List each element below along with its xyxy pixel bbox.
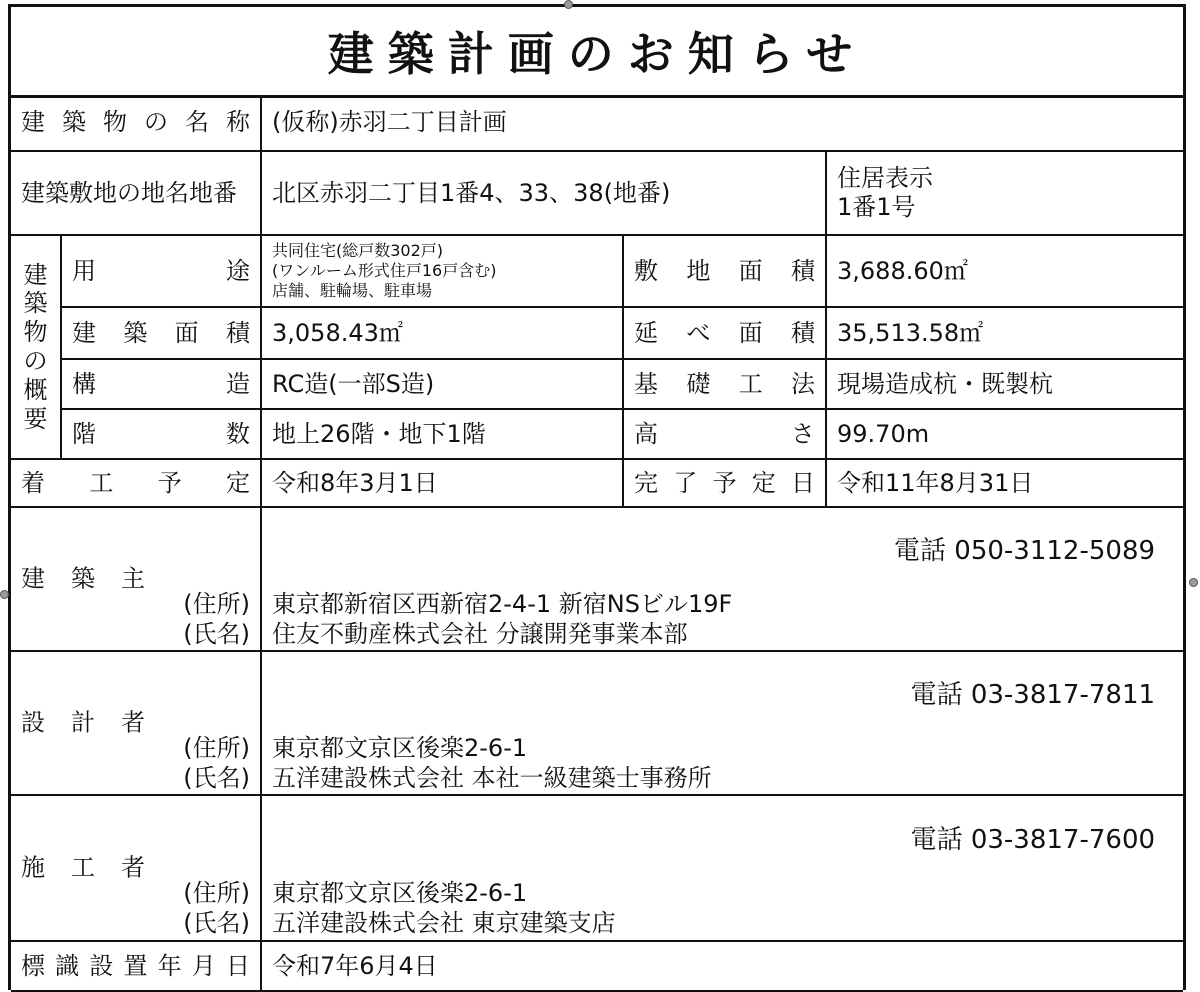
contractor-name-label: (氏名)	[183, 909, 250, 937]
structure-label: 構 造	[61, 359, 261, 409]
sign-date-label: 標 識 設 置 年 月 日	[11, 941, 261, 991]
row-contractor	[11, 795, 1183, 941]
row-owner	[11, 507, 1183, 651]
foundation-label: 基 礎 工 法	[623, 359, 826, 409]
owner-address-label: (住所)	[183, 590, 250, 618]
contractor-phone: 電話 03-3817-7600	[910, 824, 1156, 855]
height-label: 高 さ	[623, 409, 826, 459]
start-label: 着 工 予 定	[11, 459, 261, 507]
site-area-value: 3,688.60㎡	[826, 235, 1183, 307]
designer-name-label: (氏名)	[183, 764, 250, 792]
address-cell	[826, 151, 1183, 235]
total-floor-area-value: 35,513.58㎡	[826, 307, 1183, 359]
contractor-label-cell: 施 工 者 (住所) (氏名)	[11, 795, 261, 941]
owner-name-label: (氏名)	[183, 620, 250, 648]
sign-date-value: 令和7年6月4日	[261, 941, 1183, 991]
designer-address: 東京都文京区後楽2-6-1	[272, 734, 528, 762]
owner-phone: 電話 050-3112-5089	[894, 535, 1156, 566]
contractor-company: 五洋建設株式会社 東京建築支店	[272, 909, 616, 937]
site-area-label: 敷 地 面 積	[623, 235, 826, 307]
row-schedule	[11, 459, 1183, 507]
foundation-value: 現場造成杭・既製杭	[826, 359, 1183, 409]
rivet-right	[1189, 578, 1198, 587]
notice-board	[8, 4, 1186, 990]
row-floors	[11, 409, 1183, 459]
start-value: 令和8年3月1日	[261, 459, 623, 507]
address-label: 住居表示	[837, 164, 933, 193]
use-value: 共同住宅(総戸数302戸) (ワンルーム形式住戸16戸含む) 店舗、駐輪場、駐車場	[261, 235, 623, 307]
floors-label: 階 数	[61, 409, 261, 459]
notice-table	[11, 95, 1183, 992]
owner-label-cell: 建 築 主 (住所) (氏名)	[11, 507, 261, 651]
contractor-value-cell	[261, 795, 1183, 941]
designer-phone: 電話 03-3817-7811	[910, 679, 1156, 710]
rivet-left	[0, 590, 9, 599]
site-label: 建築敷地の地名地番	[11, 151, 261, 235]
designer-value-cell	[261, 651, 1183, 795]
building-name-value: (仮称)赤羽二丁目計画	[261, 95, 1183, 151]
building-area-value: 3,058.43㎡	[261, 307, 623, 359]
designer-company: 五洋建設株式会社 本社一級建築士事務所	[272, 764, 712, 792]
row-building-area	[11, 307, 1183, 359]
use-label: 用 途	[61, 235, 261, 307]
rivet-top	[564, 0, 573, 9]
completion-label: 完 了 予 定 日	[623, 459, 826, 507]
owner-value-cell	[261, 507, 1183, 651]
building-name-label: 建 築 物 の 名 称	[11, 95, 261, 151]
owner-company: 住友不動産株式会社 分譲開発事業本部	[272, 620, 688, 648]
row-building-name	[11, 95, 1183, 151]
completion-value: 令和11年8月31日	[826, 459, 1183, 507]
floors-value: 地上26階・地下1階	[261, 409, 623, 459]
overview-group-label: 建 築 物 の 概 要	[11, 235, 61, 459]
address-value: 1番1号	[837, 193, 916, 221]
site-value: 北区赤羽二丁目1番4、33、38(地番)	[261, 151, 826, 235]
building-area-label: 建 築 面 積	[61, 307, 261, 359]
row-use	[11, 235, 1183, 307]
row-site	[11, 151, 1183, 235]
height-value: 99.70m	[826, 409, 1183, 459]
row-designer	[11, 651, 1183, 795]
total-floor-area-label: 延 べ 面 積	[623, 307, 826, 359]
designer-label-cell: 設 計 者 (住所) (氏名)	[11, 651, 261, 795]
contractor-address: 東京都文京区後楽2-6-1	[272, 879, 528, 907]
contractor-address-label: (住所)	[183, 879, 250, 907]
designer-address-label: (住所)	[183, 734, 250, 762]
row-structure	[11, 359, 1183, 409]
notice-title: 建築計画のお知らせ	[11, 7, 1183, 98]
structure-value: RC造(一部S造)	[261, 359, 623, 409]
row-sign-date	[11, 941, 1183, 991]
owner-address: 東京都新宿区西新宿2-4-1 新宿NSビル19F	[272, 590, 733, 618]
